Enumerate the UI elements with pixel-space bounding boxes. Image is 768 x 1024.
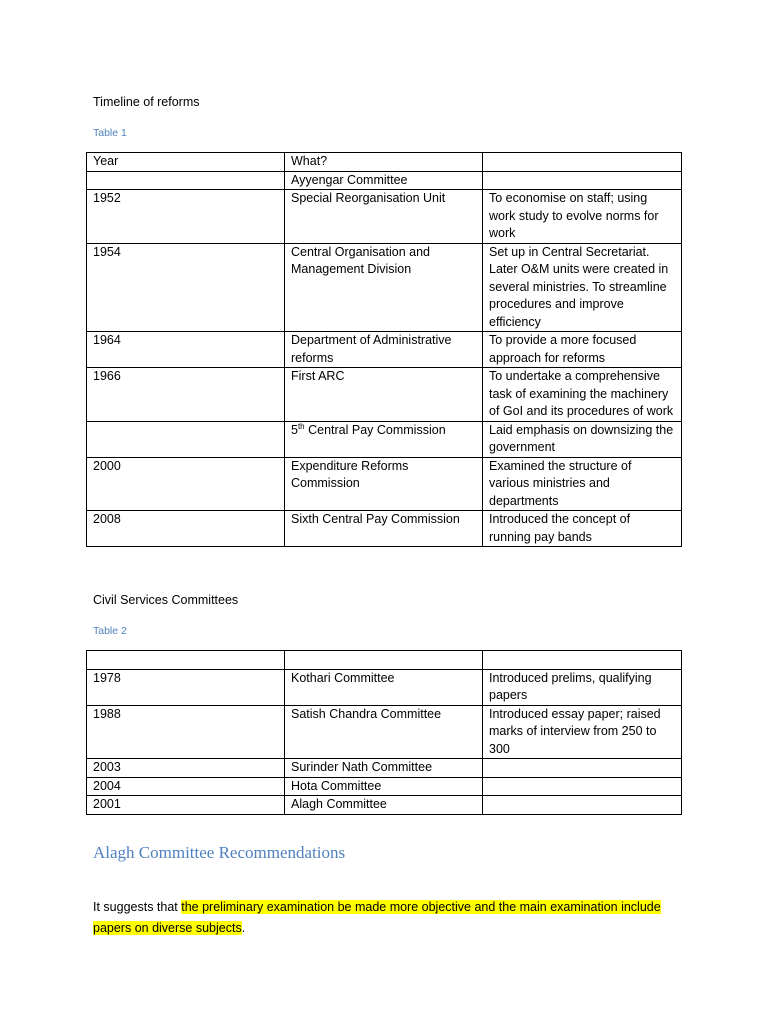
recommendations-heading: Alagh Committee Recommendations: [93, 843, 346, 862]
header-what: What?: [285, 153, 483, 172]
cell-year: 1952: [87, 190, 285, 244]
cell-what-text: Central Pay Commission: [304, 422, 446, 437]
cell-year: [87, 651, 285, 670]
cell-what: Surinder Nath Committee: [285, 759, 483, 778]
table-row: [87, 777, 682, 796]
cell-what: Special Reorganisation Unit: [285, 190, 483, 244]
table-row: [87, 368, 682, 422]
cell-note: To economise on staff; using work study to evolve norms for work: [483, 190, 682, 244]
cell-note: Introduced prelims, qualifying papers: [483, 669, 682, 705]
cell-note: To undertake a comprehensive task of examining the machinery of GoI and its procedures of work: [483, 368, 682, 422]
cell-year: 1964: [87, 332, 285, 368]
cell-year: 1988: [87, 705, 285, 759]
header-year: Year: [87, 153, 285, 172]
table-row: [87, 190, 682, 244]
cell-year: 2001: [87, 796, 285, 815]
cell-what: Kothari Committee: [285, 669, 483, 705]
cell-year: 1978: [87, 669, 285, 705]
header-note: [483, 153, 682, 172]
table-row: [87, 511, 682, 547]
cell-note: Introduced essay paper; raised marks of interview from 250 to 300: [483, 705, 682, 759]
table-row: [87, 759, 682, 778]
cell-year: 2000: [87, 457, 285, 511]
cell-what: Satish Chandra Committee: [285, 705, 483, 759]
cell-note: Introduced the concept of running pay bands: [483, 511, 682, 547]
cell-note: [483, 777, 682, 796]
table-caption-1: Table 1: [93, 127, 127, 139]
table-row: [87, 332, 682, 368]
cell-note: To provide a more focused approach for reforms: [483, 332, 682, 368]
cell-note: Set up in Central Secretariat. Later O&M units were created in several ministries. To streamline procedures and improve efficiency: [483, 243, 682, 332]
cell-what: [285, 421, 483, 457]
cell-year: 2003: [87, 759, 285, 778]
cell-year: [87, 171, 285, 190]
cell-what: Department of Administrative reforms: [285, 332, 483, 368]
cell-year: 1966: [87, 368, 285, 422]
paragraph-lead: It suggests that: [93, 900, 182, 914]
cell-what: Central Organisation and Management Division: [285, 243, 483, 332]
cell-what: [285, 651, 483, 670]
table-row: [87, 796, 682, 815]
cell-note: [483, 796, 682, 815]
timeline-table: [86, 152, 682, 547]
cell-what: Sixth Central Pay Commission: [285, 511, 483, 547]
cell-year: 2004: [87, 777, 285, 796]
cell-note: Examined the structure of various ministries and departments: [483, 457, 682, 511]
committees-table: [86, 650, 682, 815]
cell-year: [87, 421, 285, 457]
cell-note: [483, 171, 682, 190]
cell-year: 2008: [87, 511, 285, 547]
cell-what: Alagh Committee: [285, 796, 483, 815]
table-row-empty: [87, 651, 682, 670]
recommendations-paragraph: [93, 897, 683, 939]
table-row: [87, 457, 682, 511]
table-caption-2: Table 2: [93, 625, 127, 637]
table-row: [87, 705, 682, 759]
cell-what: Hota Committee: [285, 777, 483, 796]
table-header-row: [87, 153, 682, 172]
table-row: [87, 171, 682, 190]
ordinal-suffix: th: [297, 421, 305, 431]
cell-note: Laid emphasis on downsizing the government: [483, 421, 682, 457]
table-row: [87, 243, 682, 332]
cell-note: [483, 759, 682, 778]
table-row: [87, 421, 682, 457]
table-row: [87, 669, 682, 705]
highlighted-text: the preliminary examination be made more objective and the main examination include papers on diverse subjects: [93, 900, 661, 935]
cell-what: First ARC: [285, 368, 483, 422]
cell-what: Ayyengar Committee: [285, 171, 483, 190]
paragraph-tail: .: [241, 921, 246, 935]
ordinal-number: 5: [291, 422, 298, 437]
cell-year: 1954: [87, 243, 285, 332]
section-title-civil-services: Civil Services Committees: [93, 593, 239, 607]
cell-note: [483, 651, 682, 670]
section-title-timeline: Timeline of reforms: [93, 95, 200, 109]
cell-what: Expenditure Reforms Commission: [285, 457, 483, 511]
